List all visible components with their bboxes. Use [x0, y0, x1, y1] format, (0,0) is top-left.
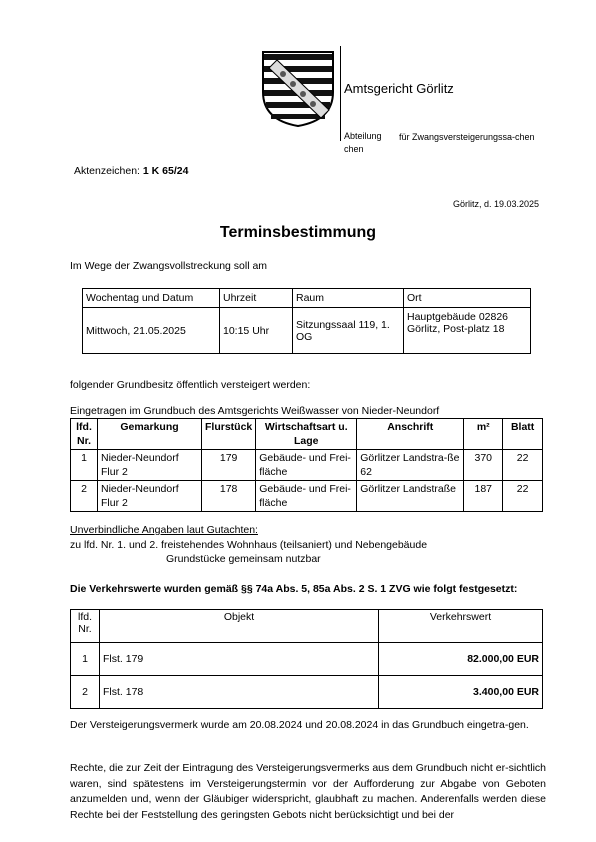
wert-header-verkehrswert: Verkehrswert: [379, 610, 543, 643]
table-row: [71, 676, 543, 709]
wert-header-nr: lfd. Nr.: [71, 610, 100, 643]
grund-header-wirtschaftsart: Wirtschaftsart u. Lage: [256, 419, 357, 450]
table-row: [71, 643, 543, 676]
grund-header-blatt: Blatt: [503, 419, 543, 450]
intro-text: Im Wege der Zwangsvollstreckung soll am: [70, 260, 268, 272]
dept-value: für Zwangsversteigerungssa-chen: [399, 132, 535, 142]
wert-cell: 3.400,00 EUR: [379, 676, 543, 709]
document-date: Görlitz, d. 19.03.2025: [452, 199, 539, 209]
grund-cell: Görlitzer Landstraße: [357, 481, 464, 512]
wert-cell: Flst. 178: [100, 676, 379, 709]
grund-header-nr: lfd. Nr.: [71, 419, 98, 450]
grund-cell: Nieder-Neundorf Flur 2: [98, 450, 202, 481]
gutachten-line2: Grundstücke gemeinsam nutzbar: [166, 553, 321, 565]
page-title: Terminsbestimmung: [219, 224, 377, 241]
grundbesitz-table: [70, 418, 543, 512]
grund-cell: 2: [71, 481, 98, 512]
aktenzeichen: [74, 165, 188, 177]
grund-cell: 22: [503, 450, 543, 481]
termin-header-room: Raum: [293, 289, 404, 308]
termin-table: [82, 288, 531, 354]
grund-cell: 179: [202, 450, 256, 481]
grund-cell: 1: [71, 450, 98, 481]
wert-header-objekt: Objekt: [100, 610, 379, 643]
termin-time: 10:15 Uhr: [220, 308, 293, 354]
table-row: [71, 481, 543, 512]
grund-cell: 22: [503, 481, 543, 512]
wert-cell: 82.000,00 EUR: [379, 643, 543, 676]
termin-date: Mittwoch, 21.05.2025: [83, 308, 220, 354]
aktenzeichen-label: Aktenzeichen:: [74, 165, 140, 177]
grund-header-gemarkung: Gemarkung: [98, 419, 202, 450]
aktenzeichen-value: 1 K 65/24: [142, 165, 189, 177]
vermerk-text: Der Versteigerungsvermerk wurde am 20.08.2024 und 20.08.2024 in das Grundbuch eingetra-gen.: [70, 719, 529, 731]
dept-label: Abteilung: [344, 131, 382, 141]
wert-cell: Flst. 179: [100, 643, 379, 676]
termin-place: Hauptgebäude 02826 Görlitz, Post-platz 18: [404, 308, 531, 354]
grund-cell: Gebäude- und Frei-fläche: [256, 450, 357, 481]
grund-cell: 178: [202, 481, 256, 512]
wert-cell: 1: [71, 643, 100, 676]
grund-header-m2: m²: [464, 419, 503, 450]
eingetragen-text: Eingetragen im Grundbuch des Amtsgerichts Weißwasser von Nieder-Neundorf: [70, 405, 440, 417]
grund-cell: Nieder-Neundorf Flur 2: [98, 481, 202, 512]
gutachten-heading: Unverbindliche Angaben laut Gutachten:: [70, 524, 258, 536]
gutachten-line1: zu lfd. Nr. 1. und 2. freistehendes Wohnhaus (teilsaniert) und Nebengebäude: [70, 539, 428, 551]
grundbesitz-text: folgender Grundbesitz öffentlich versteigert werden:: [70, 379, 311, 391]
saxony-coat-of-arms-icon: [259, 48, 337, 128]
dept-label-cont: chen: [344, 144, 364, 154]
rechte-text: Rechte, die zur Zeit der Eintragung des Versteigerungsvermerks aus dem Grundbuch nicht er-sichtlich waren, sind spätestens im Versteigerungstermin vor der Aufforderung zur Abgabe von Geboten anzumelden und, wenn der Gläubiger widerspricht, glaubhaft zu machen. Anderenfalls werden diese Rechte bei der Feststellung des geringsten Gebots nicht berücksichtigt und bei der: [70, 762, 546, 821]
grund-header-flurstueck: Flurstück: [202, 419, 256, 450]
grund-cell: 370: [464, 450, 503, 481]
termin-header-date: Wochentag und Datum: [83, 289, 220, 308]
court-name: Amtsgericht Görlitz: [344, 81, 454, 96]
grund-cell: Görlitzer Landstra-ße 62: [357, 450, 464, 481]
grund-header-anschrift: Anschrift: [357, 419, 464, 450]
grund-cell: 187: [464, 481, 503, 512]
wert-cell: 2: [71, 676, 100, 709]
termin-room: Sitzungssaal 119, 1. OG: [293, 308, 404, 354]
verkehrswert-heading: Die Verkehrswerte wurden gemäß §§ 74a Abs. 5, 85a Abs. 2 S. 1 ZVG wie folgt festgesetzt:: [70, 583, 518, 595]
table-row: [71, 450, 543, 481]
verkehrswert-table: [70, 609, 543, 709]
termin-header-place: Ort: [404, 289, 531, 308]
grund-cell: Gebäude- und Frei-fläche: [256, 481, 357, 512]
header-divider: [340, 46, 341, 141]
termin-header-time: Uhrzeit: [220, 289, 293, 308]
